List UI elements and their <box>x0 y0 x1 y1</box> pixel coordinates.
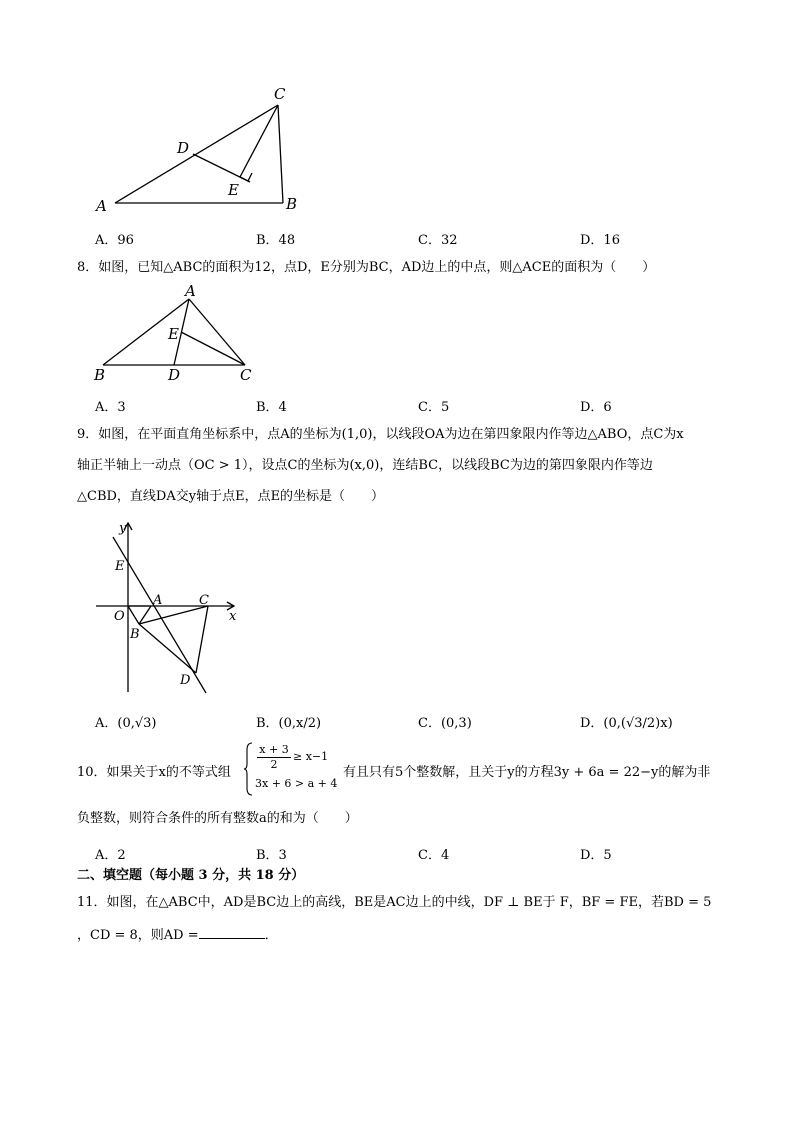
label-e: E <box>115 559 125 574</box>
ineq1-right: ≥ x−1 <box>293 750 329 763</box>
section-heading-fill-in: 二、填空题（每小题 3 分，共 18 分） <box>77 868 305 883</box>
q10-option-c[interactable]: C．4 <box>418 848 450 863</box>
q9-option-a[interactable]: A．(0,√3) <box>95 716 157 731</box>
label-d: D <box>180 673 191 688</box>
q10-option-b[interactable]: B．3 <box>256 848 287 863</box>
q7-option-a[interactable]: A．96 <box>95 233 134 248</box>
q9-question-line3: △CBD，直线DA交y轴于点E，点E的坐标是（ ） <box>77 489 385 504</box>
label-e: E <box>228 181 239 199</box>
q10-prefix: 10．如果关于x的不等式组 <box>77 765 231 780</box>
q11-line2-text: ，CD = 8，则AD = <box>77 928 199 943</box>
ineq1-numerator: x + 3 <box>259 743 289 756</box>
q11-question-line1: 11．如图，在△ABC中，AD是BC边上的高线，BE是AC边上的中线，DF ⊥ BE于 F，BF = FE，若BD = 5 <box>77 895 712 910</box>
left-brace <box>243 742 253 796</box>
label-a: A <box>153 593 163 608</box>
q10-line2: 负整数，则符合条件的所有整数a的和为（ ） <box>77 811 358 826</box>
label-b: B <box>94 366 106 384</box>
q9-option-c[interactable]: C．(0,3) <box>418 716 472 731</box>
ineq1-denominator: 2 <box>270 758 278 771</box>
q11-question-line2 <box>77 926 278 946</box>
label-o: O <box>114 609 125 624</box>
label-e: E <box>168 325 179 343</box>
answer-blank[interactable] <box>199 926 265 939</box>
q9-option-b[interactable]: B．(0,x/2) <box>256 716 322 731</box>
q9-question-line1: 9．如图，在平面直角坐标系中，点A的坐标为(1,0)，以线段OA为边在第四象限内作等边△ABO，点C为x <box>77 427 684 442</box>
q7-option-d[interactable]: D．16 <box>580 233 620 248</box>
q9-question-line2: 轴正半轴上一动点（OC > 1），设点C的坐标为(x,0)，连结BC，以线段BC为边的第四象限内作等边 <box>77 458 653 473</box>
q10-option-a[interactable]: A．2 <box>95 848 126 863</box>
label-y-axis: y <box>119 521 127 536</box>
label-c: C <box>199 593 209 608</box>
q7-option-c[interactable]: C．32 <box>418 233 458 248</box>
q11-line2-end: ． <box>264 928 278 943</box>
q7-option-b[interactable]: B．48 <box>256 233 296 248</box>
ineq2: 3x + 6 > a + 4 <box>255 777 338 790</box>
q10-inequality-system <box>243 742 343 796</box>
q9-option-d[interactable]: D．(0,(√3/2)x) <box>580 716 673 731</box>
q8-option-a[interactable]: A．3 <box>95 400 126 415</box>
figure-q7 <box>90 80 320 220</box>
q8-option-c[interactable]: C．5 <box>418 400 450 415</box>
q8-question: 8．如图，已知△ABC的面积为12，点D，E分别为BC，AD边上的中点，则△ACE的面积为（ ） <box>77 260 656 275</box>
figure-q8 <box>88 284 268 388</box>
figure-q9 <box>88 517 248 697</box>
label-x-axis: x <box>229 609 237 624</box>
label-d: D <box>177 139 190 157</box>
label-c: C <box>274 85 286 103</box>
label-b: B <box>286 195 298 213</box>
label-a: A <box>185 284 196 300</box>
label-b: B <box>130 627 140 642</box>
label-d: D <box>168 366 181 384</box>
label-c: C <box>240 366 252 384</box>
q10-option-d[interactable]: D．5 <box>580 848 612 863</box>
q8-option-d[interactable]: D．6 <box>580 400 612 415</box>
q10-suffix: 有且只有5个整数解，且关于y的方程3y + 6a = 22−y的解为非 <box>343 765 711 780</box>
label-a: A <box>96 197 107 215</box>
q8-option-b[interactable]: B．4 <box>256 400 287 415</box>
